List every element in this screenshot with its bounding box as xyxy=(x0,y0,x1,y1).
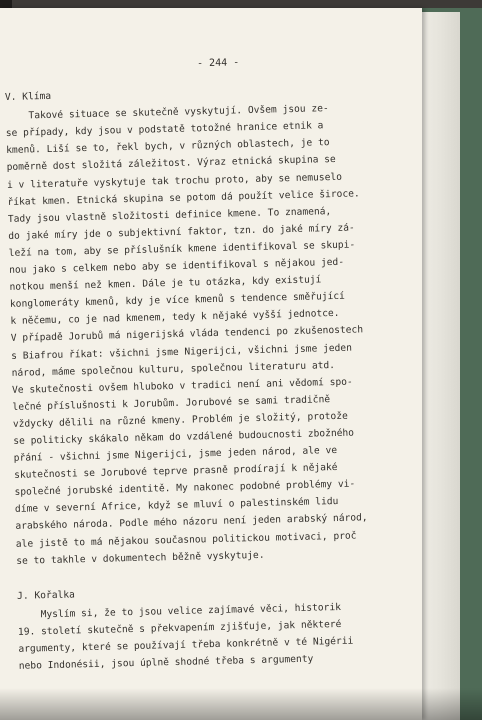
text-line: Tady jsou vlastně složitosti definice kmene. To znamená, xyxy=(7,205,332,225)
text-line: se politicky skákalo někam do vzdálené budoucnosti zbožného xyxy=(13,427,355,447)
text-line: V případě Jorubů má nigerijská vláda tendenci po zkušenostech xyxy=(10,324,364,345)
page-text xyxy=(4,50,429,675)
speaker-koralka: J. Kořalka xyxy=(16,589,75,602)
text-line: leží na tom, aby se příslušník kmene identifikoval se skupi- xyxy=(8,239,356,259)
text-line: se případy, kdy jsou v podstatě totožné hranice etnik a xyxy=(5,120,324,140)
page-number: - 244 - xyxy=(196,57,240,70)
text-line: se to takhle v dokumentech běžně vyskytuje. xyxy=(16,549,265,567)
text-line: národ, máme společnou kulturu, společnou literaturu atd. xyxy=(11,359,336,379)
text-line: arabského národa. Podle mého názoru není jeden arabský národ, xyxy=(15,512,368,533)
text-line: nebo Indonésii, jsou úplně shodné třeba s argumenty xyxy=(18,653,314,672)
text-line: přání - všichni jsme Nigerijci, jsme jeden národ, ale ve xyxy=(13,445,338,464)
text-line: říkat kmen. Etnická skupina se potom dá použít velice široce. xyxy=(7,188,360,208)
text-line: ale jistě to má nějakou současnou politickou motivaci, proč xyxy=(15,530,357,550)
text-line: konglomeráty kmenů, kdy je více kmenů s tendence směřující xyxy=(9,290,346,311)
text-line: kmenů. Liší se to, řekl bych, v různých oblastech, je to xyxy=(6,137,330,157)
speaker-klima: V. Klíma xyxy=(4,90,52,104)
paragraph-koralka xyxy=(17,597,429,675)
paragraph-klima xyxy=(5,98,426,569)
text-line: notkou menší než kmen. Dále je tu otázka, kdy existují xyxy=(9,274,322,294)
bottom-shadow xyxy=(0,688,482,720)
text-line: Takové situace se skutečně vyskytují. Ovšem jsou ze- xyxy=(5,103,329,123)
text-line: k něčemu, co je nad kmenem, tedy k nějaké vyšší jednotce. xyxy=(10,308,340,328)
text-line: Myslím si, že to jsou velice zajímavé věci, historik xyxy=(17,601,342,621)
text-line: vždycky dělili na různé kmeny. Problém je složitý, protože xyxy=(12,410,348,430)
text-line: do jaké míry jde o subjektivní faktor, tzn. do jaké míry zá- xyxy=(8,222,355,242)
text-line: Ve skutečnosti ovšem hluboko v tradici není ani vědomí spo- xyxy=(11,376,353,396)
text-line: i v literatuře vyskytuje tak trochu proto, aby se nemuselo xyxy=(6,171,343,191)
text-line: společné jorubské identitě. My nakonec podobné problémy vi- xyxy=(14,478,356,499)
text-line: lečné příslušnosti k Jorubům. Jorubové se sami tradičně xyxy=(12,393,331,413)
text-line: díme v severní Africe, když se mluví o palestinském lidu xyxy=(14,496,339,516)
text-line: argumenty, které se používají třeba konkrétně v té Nigérii xyxy=(18,635,354,655)
text-line: skutečnosti se Jorubové teprve prasně prodírají k nějaké xyxy=(14,462,338,482)
text-line: nou jako s celkem nebo aby se identifikoval s nějakou jed- xyxy=(9,256,345,276)
text-line: poměrně dost složitá záležitost. Výraz etnická skupina se xyxy=(6,154,336,174)
text-line: s Biafrou říkat: všichni jsme Nigerijci, všichni jsme jeden xyxy=(11,342,353,362)
text-line: 19. století skutečně s překvapením zjišťuje, jak některé xyxy=(17,618,342,638)
